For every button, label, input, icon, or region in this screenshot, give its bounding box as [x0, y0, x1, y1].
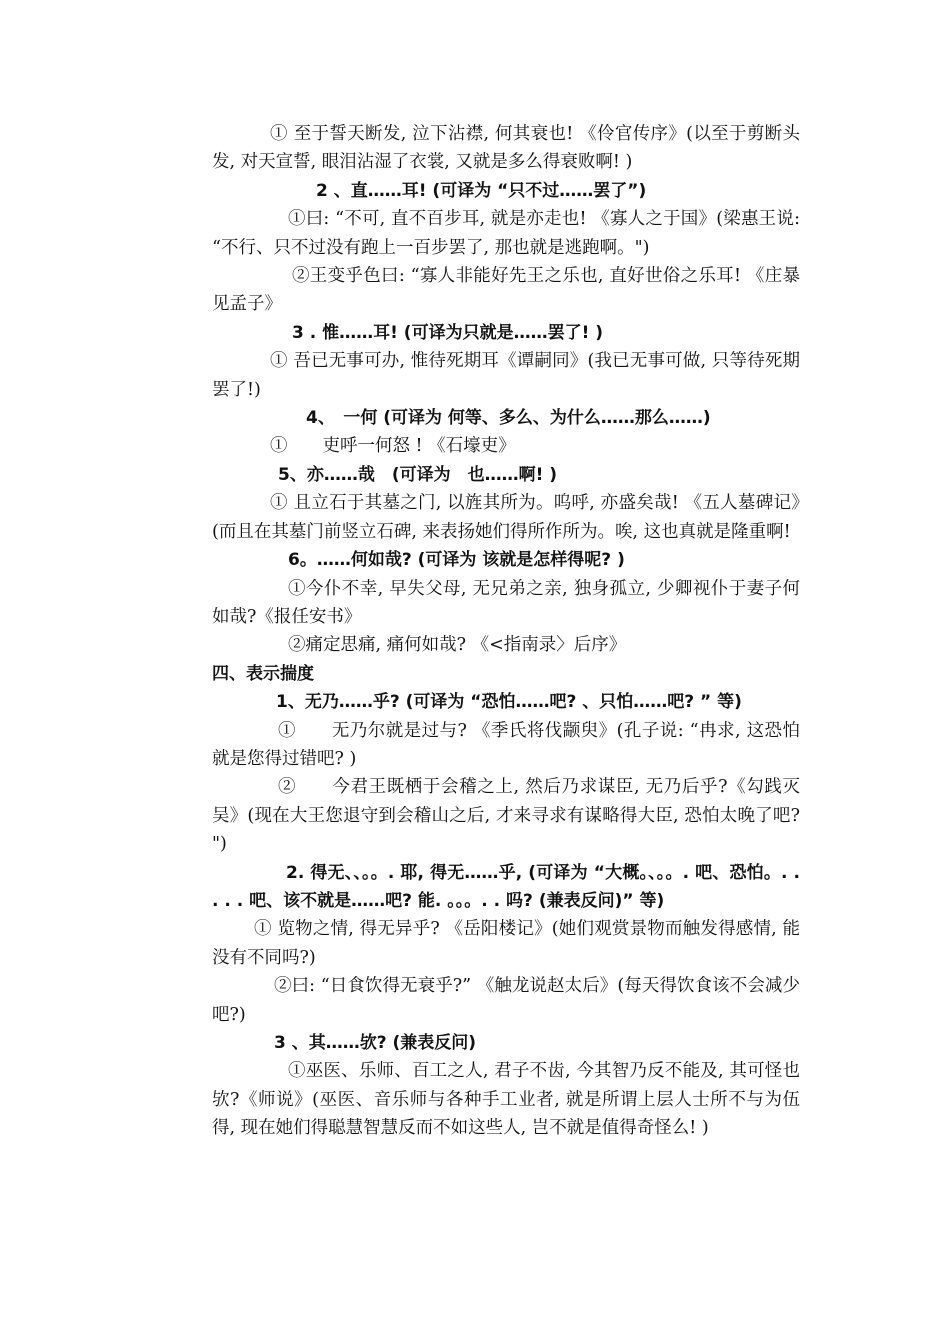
section-heading: 1、无乃……乎? (可译为 “恐怕……吧? 、只怕……吧? ” 等) — [276, 692, 742, 713]
part-heading: 四、表示揣度 — [212, 663, 314, 684]
example-line: ① 至于誓天断发, 泣下沾襟, 何其衰也! 《伶官传序》(以至于剪断头发, 对天宣誓, 眼泪沾湿了衣裳, 又就是多么得衰败啊! ) — [212, 124, 800, 173]
example-line: ① 且立石于其墓之门, 以旌其所为。呜呼, 亦盛矣哉! 《五人墓碑记》(而且在其墓门前竖立石碑, 来表扬她们得所作所为。唉, 这也真就是隆重啊! — [212, 493, 800, 542]
section-heading: 3 、其……欤? (兼表反问) — [274, 1033, 477, 1053]
example-line: ② 今君王既栖于会稽之上, 然后乃求谋臣, 无乃后乎?《勾践灭吴》(现在大王您退守到会稽山之后, 才来寻求有谋略得大臣, 恐怕太晚了吧? ") — [212, 777, 800, 855]
example-line: ②曰: “日食饮得无衰乎?” 《触龙说赵太后》(每天得饮食该不会减少吧?) — [212, 976, 800, 1025]
example-line: ②王变乎色曰: “寡人非能好先王之乐也, 直好世俗之乐耳! 《庄暴见孟子》 — [212, 266, 800, 315]
example-line: ①巫医、乐师、百工之人, 君子不齿, 今其智乃反不能及, 其可怪也欤?《师说》(巫医、音乐师与各种手工业者, 就是所谓上层人士所不与为伍得, 现在她们得聪慧智慧反而不如这些人, 岂不就是值得奇怪么! ) — [212, 1061, 800, 1139]
document-page — [212, 120, 800, 1143]
section-heading: 3 . 惟……耳! (可译为只就是……罢了! ) — [292, 322, 604, 343]
section-heading: 6。……何如哉? (可译为 该就是怎样得呢? ) — [288, 550, 625, 571]
section-heading: 2. 得无、、。。. 耶, 得无……乎, (可译为 “大概。、。。. 吧、恐怕。. . . . . 吧、该不就是……吧? 能. 。。。. . 吗? (兼表反问)” 等) — [212, 862, 800, 911]
example-line: ②痛定思痛, 痛何如哉? 《<指南录〉后序》 — [288, 635, 627, 656]
section-heading: 5、亦……哉 (可译为 也……啊! ) — [278, 464, 558, 485]
example-line: ① 吾已无事可办, 惟待死期耳《谭嗣同》(我已无事可做, 只等待死期罢了!) — [212, 351, 800, 400]
example-line: ① 无乃尔就是过与? 《季氏将伐颛臾》(孔子说: “冉求, 这恐怕就是您得过错吧? ) — [212, 720, 800, 769]
section-heading: 4、 一何 (可译为 何等、多么、为什么……那么……) — [306, 408, 711, 429]
example-line: ①曰: “不可, 直不百步耳, 就是亦走也! 《寡人之于国》(梁惠王说: “不行、只不过没有跑上一百步罢了, 那也就是逃跑啊。") — [212, 209, 800, 258]
example-line: ①今仆不幸, 早失父母, 无兄弟之亲, 独身孤立, 少卿视仆于妻子何如哉?《报任安书》 — [212, 578, 800, 627]
example-line: ① 览物之情, 得无异乎? 《岳阳楼记》(她们观赏景物而触发得感情, 能没有不同吗?) — [212, 919, 800, 968]
example-line: ① 吏呼一何怒 ! 《石壕吏》 — [270, 436, 516, 457]
section-heading: 2 、直……耳! (可译为 “只不过……罢了”) — [316, 180, 647, 201]
